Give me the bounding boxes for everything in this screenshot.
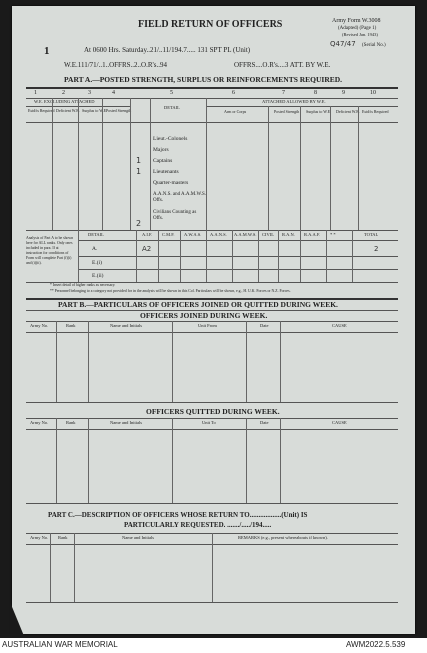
col-line [78, 98, 79, 230]
col-line [246, 418, 247, 503]
col-line [172, 418, 173, 503]
quitted-head-rank: Rank [66, 420, 76, 425]
rule [26, 602, 398, 603]
col-line [180, 230, 181, 282]
header-line-attached: OFFRS....O.R's....3 ATT. BY W.E. [234, 61, 331, 69]
rank-captains: Captains [153, 158, 173, 164]
col-line [352, 230, 353, 282]
analysis-head-ran: R.A.N. [282, 232, 295, 237]
col-line [258, 230, 259, 282]
col-line [102, 98, 103, 230]
joined-head-unit-from: Unit From [198, 323, 217, 328]
rank-aans-aamws: A.A.N.S. and A.A.M.W.S. Offs. [153, 192, 207, 204]
col-line [278, 230, 279, 282]
col-line [56, 418, 57, 503]
analysis-head-aans: A.A.N.S. [210, 232, 227, 237]
col-num-3: 3 [88, 90, 91, 96]
col-head-posted: Posted Strength [106, 108, 132, 113]
analysis-head-detail: DETAIL [88, 232, 104, 237]
rank-civilians: Civilians Counting as Offs. [153, 210, 197, 222]
quitted-head-date: Date [260, 420, 269, 425]
quitted-head-cause: CAUSE [332, 420, 347, 425]
adapted-label: (Adapted) (Page 1) [338, 26, 377, 31]
rule [78, 256, 398, 257]
joined-head-cause: CAUSE [332, 323, 347, 328]
analysis-head-other: * * [330, 232, 336, 237]
quitted-head-name: Name and Initials [110, 420, 142, 425]
analysis-head-cmf: C.M.F. [162, 232, 175, 237]
col-line [150, 98, 151, 230]
part-c-title-line1: PART C.—DESCRIPTION OF OFFICERS WHOSE RETURN TO..................(Unit) IS [48, 511, 308, 519]
col-line [280, 418, 281, 503]
col-line [326, 230, 327, 282]
col-num-7: 7 [282, 90, 285, 96]
part-c-head-name: Name and Initials [122, 535, 154, 540]
analysis-row-a: A. [92, 246, 98, 252]
torn-corner [10, 602, 24, 636]
col-num-4: 4 [112, 90, 115, 96]
col-head-att-posted: Posted Strength [274, 109, 300, 114]
part-c-title-line2: PARTICULARLY REQUESTED. ......./...../194..... [124, 521, 272, 529]
quitted-title: OFFICERS QUITTED DURING WEEK. [146, 407, 280, 416]
col-num-6: 6 [232, 90, 235, 96]
col-line [212, 533, 213, 602]
joined-head-rank: Rank [66, 323, 76, 328]
footnote-1: * Insert detail of higher ranks as necessary. [50, 283, 116, 287]
col-line [300, 106, 301, 230]
col-line [136, 230, 137, 282]
col-num-1: 1 [34, 90, 37, 96]
part-b-title: PART B.—PARTICULARS OF OFFICERS JOINED OR QUITTED DURING WEEK. [58, 300, 338, 309]
rule [26, 503, 398, 504]
analysis-note: Analysis of Part A to be shown here for ALL ranks. Only ones included in para. If at instruction for conditions of Form will complete Part (f)(i) and (i)(ii). [26, 236, 74, 265]
rule [26, 429, 398, 430]
part-c-head-army-no: Army No. [30, 535, 49, 540]
col-head-att-established: Estd/ts Required [362, 109, 389, 114]
serial-label: (Serial No.) [362, 43, 386, 48]
posted-captains-value: 1 [136, 156, 142, 165]
rule [78, 240, 398, 241]
col-line [130, 98, 131, 230]
analysis-total-value: 2 [374, 245, 379, 253]
col-num-10: 10 [370, 90, 376, 96]
col-line [172, 321, 173, 402]
rule [78, 269, 398, 270]
footnote-2: ** Personnel belonging to a category not provided for in the analysis will be shown in this Col. Particulars will be shown, e.g., H. U.K. Forces or N.Z. Forces. [50, 289, 291, 293]
col-line [74, 533, 75, 602]
col-line [300, 230, 301, 282]
col-line [88, 418, 89, 503]
rule [26, 402, 398, 403]
col-line [78, 230, 79, 282]
col-head-att-deficient: Deficient W.E. [336, 109, 360, 114]
quitted-head-unit-to: Unit To [202, 420, 216, 425]
col-line [246, 321, 247, 402]
col-line [88, 321, 89, 402]
col-line [56, 321, 57, 402]
col-head-established: Estd/ts Required [28, 108, 55, 113]
footer-accession: AWM2022.5.539 [346, 640, 406, 649]
col-head-att-surplus: Surplus to W.E. [306, 109, 332, 114]
col-head-detail: DETAIL [164, 105, 180, 110]
col-line [50, 533, 51, 602]
col-line [232, 230, 233, 282]
rule [26, 332, 398, 333]
col-head-surplus: Surplus to W.E. [82, 108, 108, 113]
col-num-2: 2 [62, 90, 65, 96]
col-line [358, 106, 359, 230]
rule [26, 230, 398, 231]
army-form-number: Army Form W.3008 [332, 18, 381, 24]
col-line [268, 106, 269, 230]
analysis-head-civil: CIVIL [262, 232, 274, 237]
part-c-head-rank: Rank [58, 535, 68, 540]
part-a-title: PART A.—POSTED STRENGTH, SURPLUS OR REINFORCEMENTS REQUIRED. [64, 75, 343, 84]
joined-head-name: Name and Initials [110, 323, 142, 328]
rule [26, 418, 398, 419]
header-line-date-unit: At 0600 Hrs. Saturday..21/..11/194.7..... 131 SPT PL (Unit) [84, 46, 251, 54]
form-sheet [12, 6, 415, 634]
rank-quarter-masters: Quarter-masters [153, 180, 189, 186]
col-head-arm-corps: Arm or Corps [224, 109, 247, 114]
col-num-9: 9 [342, 90, 345, 96]
col-line [158, 230, 159, 282]
joined-title: OFFICERS JOINED DURING WEEK. [140, 311, 268, 320]
attached-allowed-header: ATTACHED ALLOWED BY W.E. [262, 99, 326, 104]
rule [26, 87, 398, 89]
analysis-head-aif: A.I.F. [142, 232, 153, 237]
posted-total-value: 2 [136, 219, 142, 228]
col-line [52, 98, 53, 230]
we-excluding-header: W.E. EXCLUDING ATTACHED [34, 99, 95, 104]
form-title: FIELD RETURN OF OFFICERS [138, 19, 283, 30]
col-line [206, 230, 207, 282]
posted-lieutenants-value: 1 [136, 167, 142, 176]
col-head-deficient: Deficient W.E. [56, 108, 80, 113]
serial-value: Q47/47 [330, 40, 356, 48]
header-line-we: W.E.111/71/..1..OFFRS..2..O.R's..94 [64, 61, 167, 69]
analysis-row-eii: E.(ii) [92, 273, 104, 279]
col-num-8: 8 [314, 90, 317, 96]
rank-lieut-colonels: Lieut.-Colonels [153, 136, 188, 142]
revised-label: (Revised Jan. 1943) [342, 32, 378, 37]
analysis-row-ei: E.(i) [92, 260, 102, 266]
rule [26, 321, 398, 322]
analysis-head-raaf: R.A.A.F. [304, 232, 321, 237]
analysis-aif-value: A2 [142, 245, 152, 253]
rank-majors: Majors [153, 147, 169, 153]
col-line [280, 321, 281, 402]
analysis-head-awas: A.W.A.S. [184, 232, 202, 237]
rule [26, 122, 398, 123]
footer-credit: AUSTRALIAN WAR MEMORIAL [2, 640, 118, 649]
joined-head-date: Date [260, 323, 269, 328]
analysis-head-aamws: A.A.M.W.S. [234, 232, 257, 237]
quitted-head-army-no: Army No. [30, 420, 49, 425]
analysis-head-total: TOTAL [364, 232, 379, 237]
col-num-5: 5 [170, 90, 173, 96]
joined-head-army-no: Army No. [30, 323, 49, 328]
rule [206, 106, 398, 107]
rank-lieutenants: Lieutenants [153, 169, 179, 175]
col-line [206, 98, 207, 230]
page-number: 1 [44, 45, 50, 57]
col-line [330, 106, 331, 230]
part-c-head-remarks: REMARKS (e.g., present whereabouts if known). [238, 535, 328, 540]
